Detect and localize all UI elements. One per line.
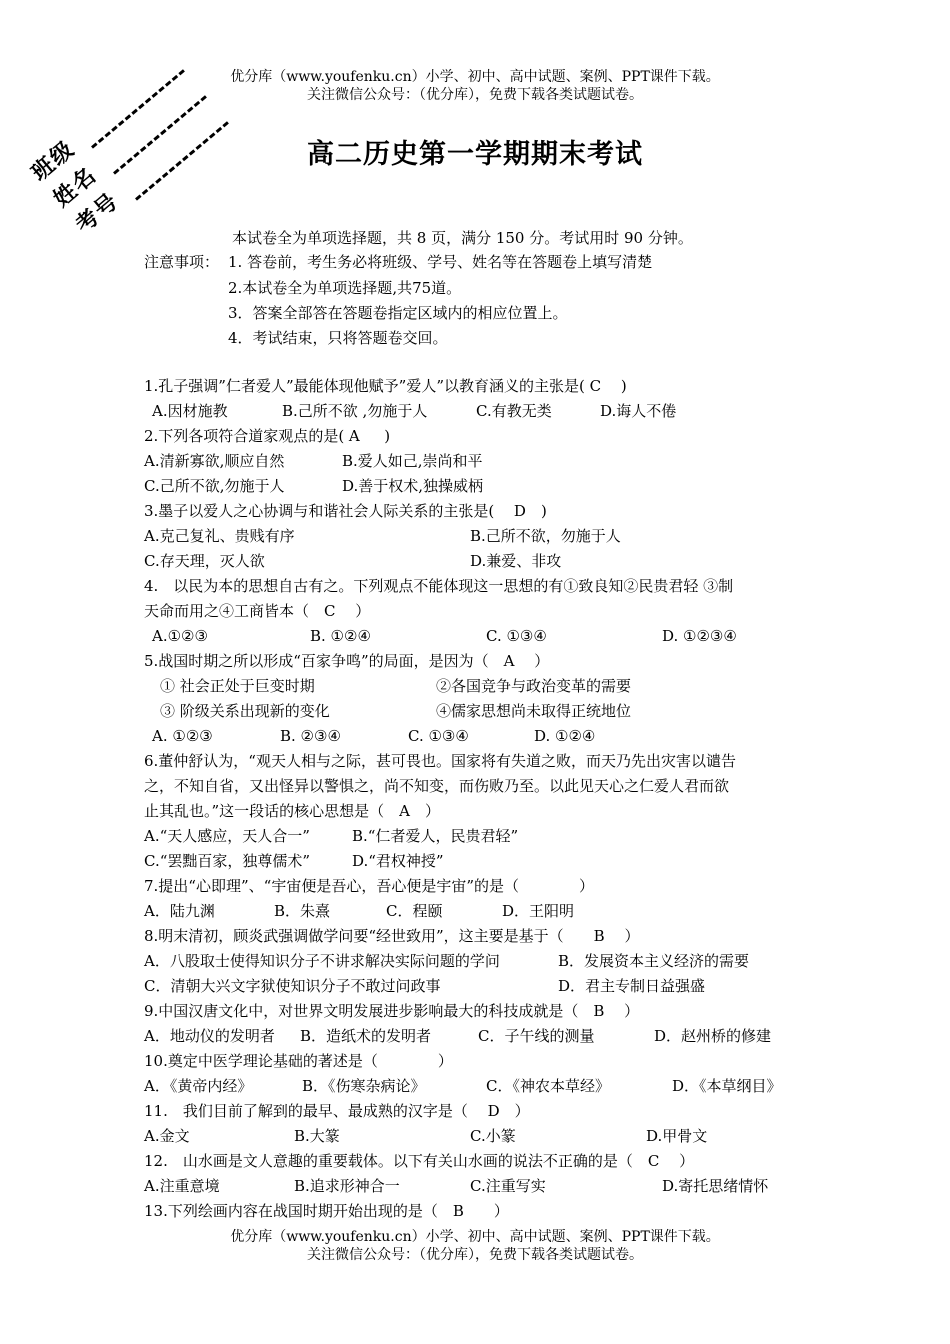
- option-b: B.己所不欲 ,勿施于人: [282, 402, 428, 420]
- option-a: A.克己复礼、贵贱有序: [144, 527, 295, 545]
- option-d: D.善于权术,独操威柄: [342, 477, 484, 495]
- option-c: C．清朝大兴文字狱使知识分子不敢过问政事: [144, 977, 441, 995]
- question-options: [144, 1124, 814, 1149]
- option-b: B.“仁者爱人，民贵君轻”: [352, 827, 519, 845]
- question-stem: 10.奠定中医学理论基础的著述是（ ）: [144, 1052, 453, 1070]
- option-c: C.注重写实: [470, 1177, 546, 1195]
- option-d: D.兼爱、非攻: [470, 552, 562, 570]
- option-a: A．陆九渊: [144, 902, 215, 920]
- binding-class-label: 班级: [27, 136, 81, 187]
- option-a: A. ①②③: [152, 727, 213, 745]
- question-stem: 8.明末清初，顾炎武强调做学问要“经世致用”，这主要是基于（ B ）: [144, 927, 640, 945]
- option-d: D．王阳明: [502, 902, 575, 920]
- option-c: C．程颐: [386, 902, 443, 920]
- question-options: [144, 849, 814, 874]
- option-d: D. ①②④: [534, 727, 596, 745]
- option-c: C．《神农本草经》: [486, 1077, 610, 1095]
- question-statements: [144, 699, 814, 724]
- question-options: [144, 549, 814, 574]
- question-stem: 6.董仲舒认为，“观天人相与之际，甚可畏也。国家将有失道之败，而天乃先出灾害以谴告: [144, 752, 736, 770]
- header-line-1: 优分库（www.youfenku.cn）小学、初中、高中试题、案例、PPT课件下载。: [230, 69, 720, 85]
- option-b: B.己所不欲，勿施于人: [470, 527, 621, 545]
- question-stem: 12. 山水画是文人意趣的重要载体。以下有关山水画的说法不正确的是（ C ）: [144, 1152, 695, 1170]
- option-b: B.爱人如己,崇尚和平: [342, 452, 483, 470]
- option-d: D.甲骨文: [646, 1127, 708, 1145]
- question-options: [144, 1074, 814, 1099]
- question-stem: 4. 以民为本的思想自古有之。下列观点不能体现这一思想的有①致良知②民贵君轻 ③制: [144, 577, 734, 595]
- header-line-2: 关注微信公众号：（优分库），免费下载各类试题试卷。: [307, 87, 643, 103]
- option-c: C. ①③④: [408, 727, 469, 745]
- option-c: C.有教无类: [476, 402, 552, 420]
- question-options: [144, 724, 814, 749]
- option-a: A.注重意境: [144, 1177, 220, 1195]
- option-b: B．发展资本主义经济的需要: [558, 952, 750, 970]
- question-stem: 9.中国汉唐文化中，对世界文明发展进步影响最大的科技成就是（ B ）: [144, 1002, 640, 1020]
- option-b: B．朱熹: [274, 902, 331, 920]
- option-b: B. ①②④: [310, 627, 371, 645]
- option-c: C.己所不欲,勿施于人: [144, 477, 285, 495]
- question-options: [144, 624, 814, 649]
- question-options: [144, 1024, 814, 1049]
- question-stem: 5.战国时期之所以形成“百家争鸣”的局面，是因为（ A ）: [144, 652, 550, 670]
- question-options: [144, 474, 814, 499]
- footer-line-2: 关注微信公众号：（优分库），免费下载各类试题试卷。: [307, 1247, 643, 1263]
- option-d: D.寄托思绪情怀: [662, 1177, 769, 1195]
- option-a: A.金文: [144, 1127, 190, 1145]
- option-a: A．八股取士使得知识分子不讲求解决实际问题的学问: [144, 952, 500, 970]
- option-d: D．赵州桥的修建: [654, 1027, 772, 1045]
- exam-summary: 本试卷全为单项选择题，共 8 页，满分 150 分。考试用时 90 分钟。: [232, 229, 693, 247]
- question-stem: 3.墨子以爱人之心协调与和谐社会人际关系的主张是( D ): [144, 502, 547, 520]
- option-a: A.①②③: [152, 627, 208, 645]
- notice-item-4: 4．考试结束，只将答题卷交回。: [228, 329, 448, 347]
- notice-item-3: 3．答案全部答在答题卷指定区域内的相应位置上。: [228, 304, 568, 322]
- question-options: [144, 974, 814, 999]
- option-b: B．《伤寒杂病论》: [302, 1077, 426, 1095]
- question-options: [144, 524, 814, 549]
- option-d: D. ①②③④: [662, 627, 737, 645]
- page-footer: [0, 1228, 950, 1264]
- option-a: A．《黄帝内经》: [144, 1077, 253, 1095]
- question-options: [144, 449, 814, 474]
- option-d: D.诲人不倦: [600, 402, 677, 420]
- question-list: [144, 374, 814, 1224]
- binding-id-label: 考号: [71, 188, 125, 239]
- question-stem: 1.孔子强调”仁者爱人”最能体现他赋予”爱人”以教育涵义的主张是( C ): [144, 377, 627, 395]
- option-d: D．君主专制日益强盛: [558, 977, 706, 995]
- option-b: B.追求形神合一: [294, 1177, 400, 1195]
- question-options: [144, 399, 814, 424]
- footer-line-1: 优分库（www.youfenku.cn）小学、初中、高中试题、案例、PPT课件下载。: [230, 1229, 720, 1245]
- option-b: B. ②③④: [280, 727, 341, 745]
- question-options: [144, 1174, 814, 1199]
- statement-1: ① 社会正处于巨变时期: [160, 677, 315, 695]
- question-stem: 7.提出“心即理”、“宇宙便是吾心，吾心便是宇宙”的是（ ）: [144, 877, 594, 895]
- question-stem-cont: 天命而用之④工商皆本（ C ）: [144, 602, 371, 620]
- question-options: [144, 949, 814, 974]
- option-c: C.小篆: [470, 1127, 516, 1145]
- option-a: A.“天人感应，天人合一”: [144, 827, 310, 845]
- question-stem: 11. 我们目前了解到的最早、最成熟的汉字是（ D ）: [144, 1102, 530, 1120]
- option-b: B.大篆: [294, 1127, 340, 1145]
- option-a: A.因材施教: [152, 402, 228, 420]
- notice-item-2: 2.本试卷全为单项选择题,共75道。: [228, 279, 462, 297]
- notice-label: 注意事项：: [144, 253, 220, 271]
- question-options: [144, 899, 814, 924]
- page-title: 高二历史第一学期期末考试: [307, 139, 643, 170]
- question-statements: [144, 674, 814, 699]
- option-d: D．《本草纲目》: [672, 1077, 782, 1095]
- question-stem: 2.下列各项符合道家观点的是( A ): [144, 427, 391, 445]
- option-c: C. ①③④: [486, 627, 547, 645]
- option-d: D.“君权神授”: [352, 852, 444, 870]
- option-c: C.“罢黜百家，独尊儒术”: [144, 852, 311, 870]
- question-stem-cont: 之，不知自省，又出怪异以警惧之，尚不知变，而伤败乃至。以此见天心之仁爱人君而欲: [144, 777, 730, 795]
- statement-3: ③ 阶级关系出现新的变化: [160, 702, 330, 720]
- option-b: B．造纸术的发明者: [300, 1027, 432, 1045]
- notice-item-1: 1. 答卷前，考生务必将班级、学号、姓名等在答题卷上填写清楚: [228, 253, 653, 271]
- option-c: C．子午线的测量: [478, 1027, 595, 1045]
- option-c: C.存天理，灭人欲: [144, 552, 265, 570]
- question-stem: 13.下列绘画内容在战国时期开始出现的是（ B ）: [144, 1202, 509, 1220]
- question-stem-cont: 止其乱也。”这一段话的核心思想是（ A ）: [144, 802, 441, 820]
- statement-4: ④儒家思想尚未取得正统地位: [436, 702, 632, 720]
- binding-name-label: 姓名: [49, 162, 103, 213]
- option-a: A.清新寡欲,顺应自然: [144, 452, 285, 470]
- question-options: [144, 824, 814, 849]
- option-a: A．地动仪的发明者: [144, 1027, 275, 1045]
- statement-2: ②各国竞争与政治变革的需要: [436, 677, 632, 695]
